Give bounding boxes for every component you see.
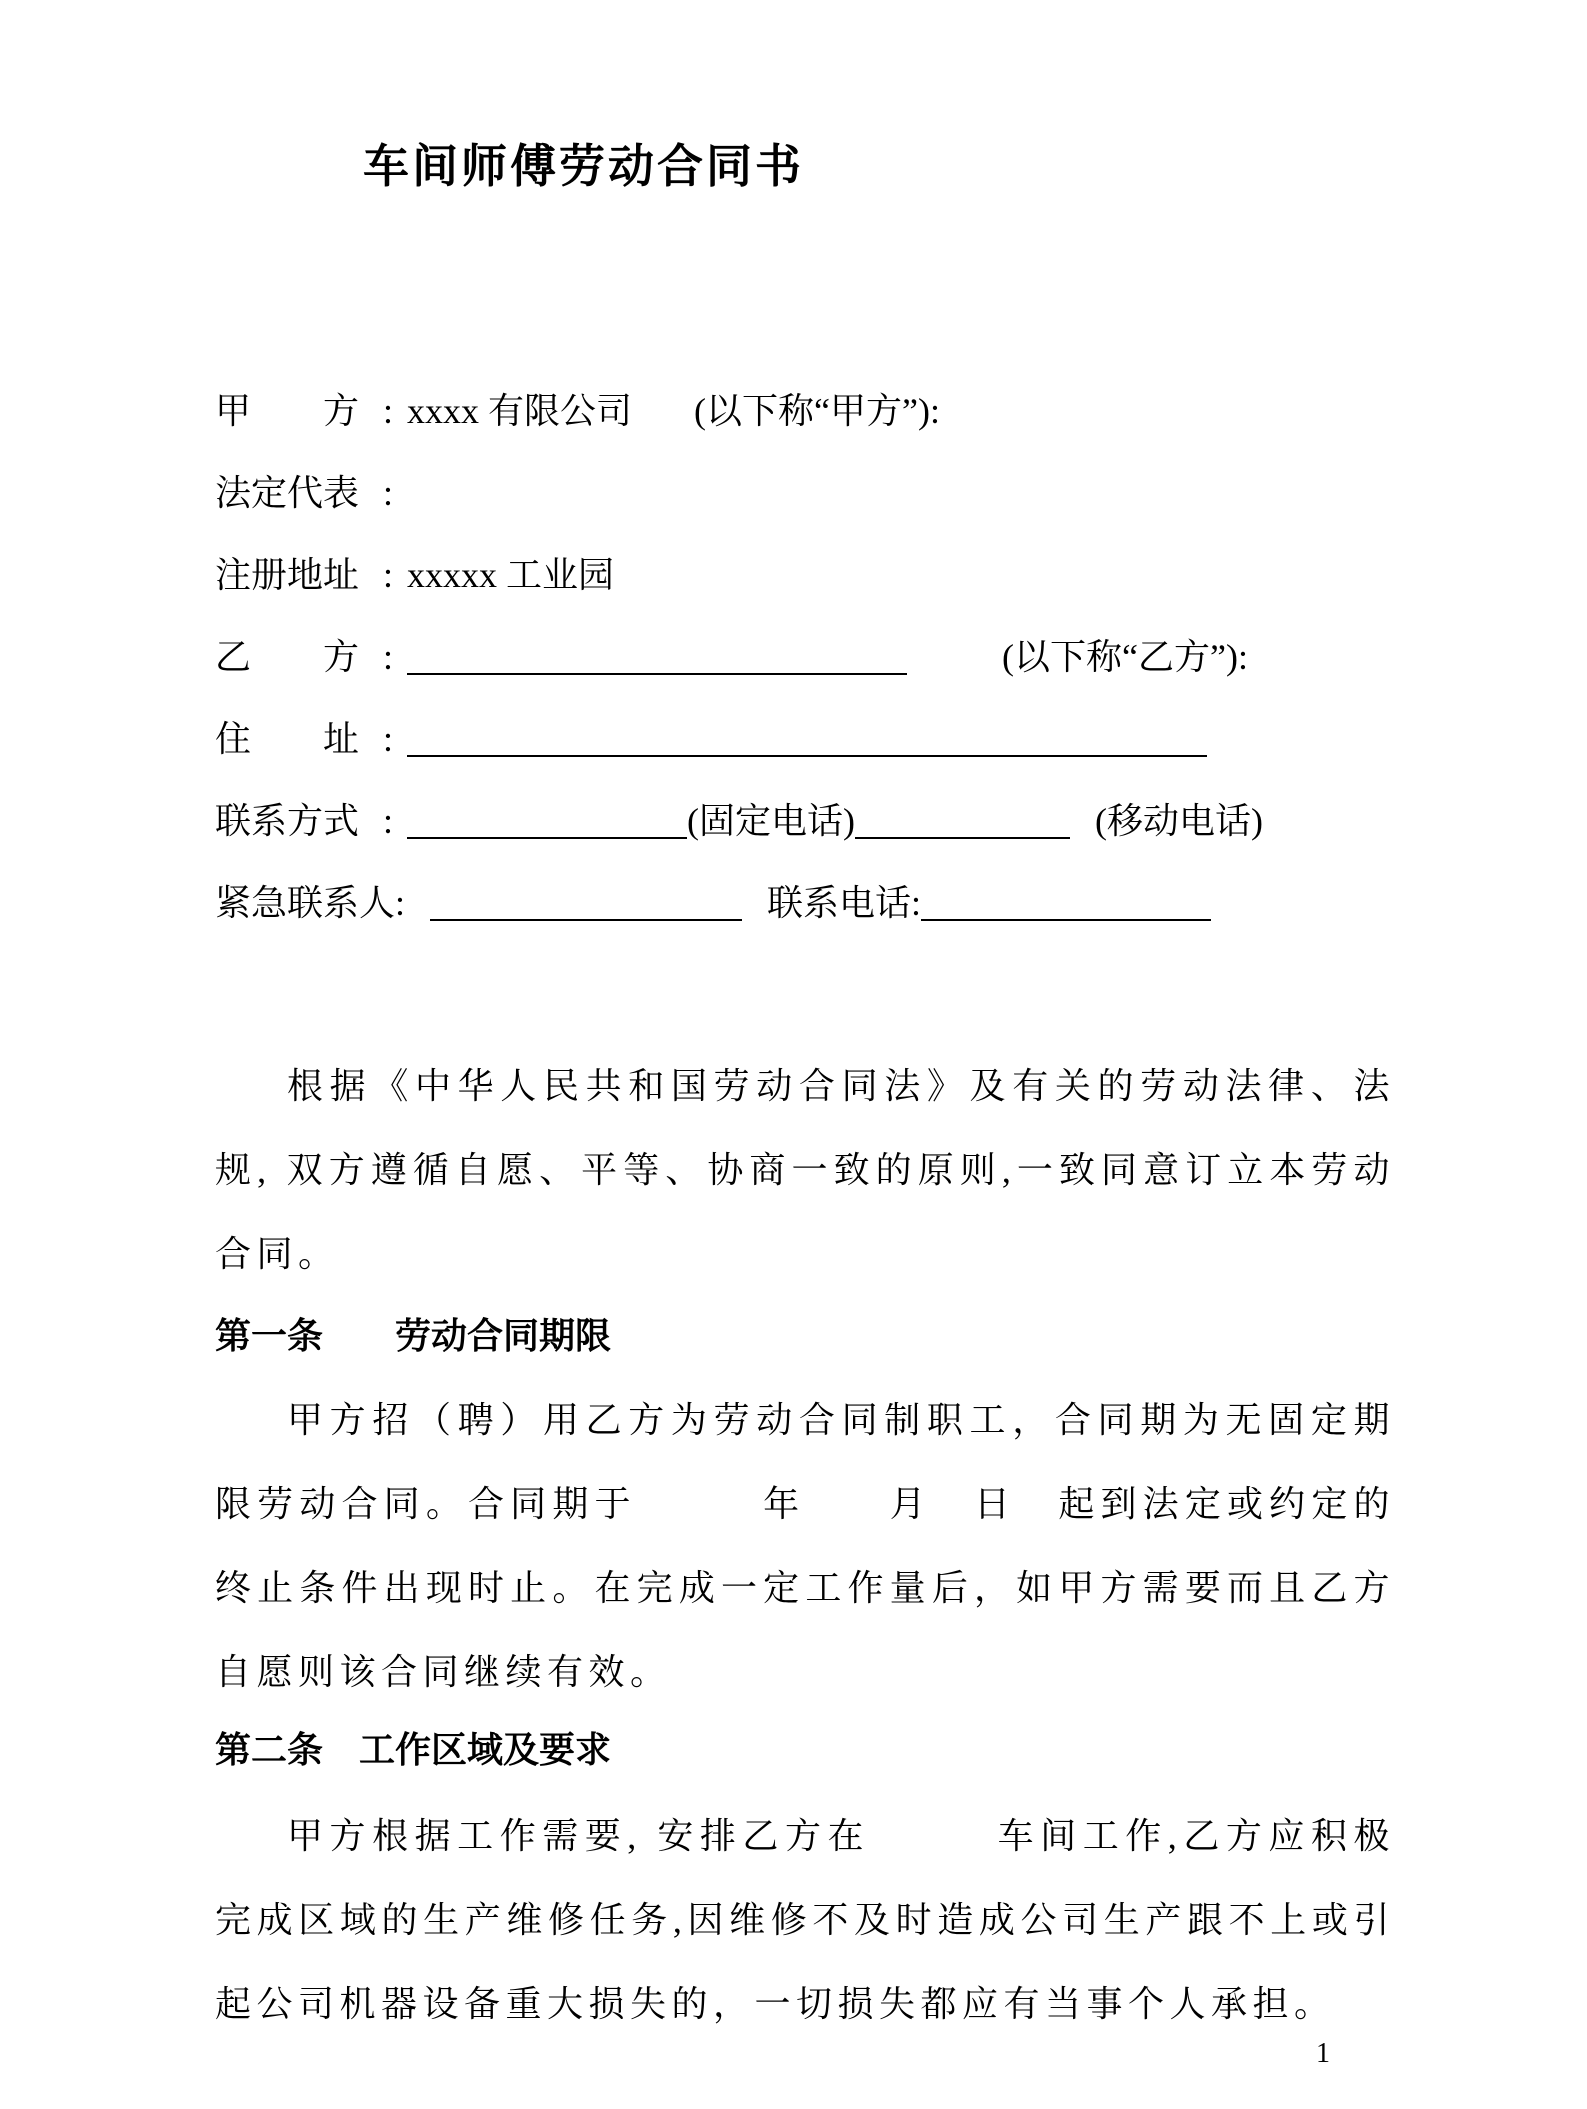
party-a-label: 甲 方 — [215, 391, 360, 431]
article-2-body: 甲方根据工作需要, 安排乙方在 车间工作,乙方应积极完成区域的生产维修任务,因维修不及时造成公司生产跟不上或引起公司机器设备重大损失的，一切损失都应有当事个人承担。 — [215, 1816, 1395, 2024]
address-line — [215, 698, 1415, 780]
article-1-body: 甲方招（聘）用乙方为劳动合同制职工，合同期为无固定期限劳动合同。合同期于 年 月 日 起到法定或约定的终止条件出现时止。在完成一定工作量后，如甲方需要而且乙方自愿则该合同继续有效。 — [215, 1400, 1395, 1692]
party-b-colon: : — [383, 637, 394, 677]
party-b-blank-line — [407, 637, 907, 675]
party-a-value: xxxx 有限公司 — [407, 391, 633, 431]
legal-rep-line — [215, 452, 1415, 534]
party-b-label: 乙 方 — [215, 637, 360, 677]
preamble-paragraph: 根据《中华人民共和国劳动合同法》及有关的劳动法律、法规, 双方遵循自愿、平等、协商一致的原则,一致同意订立本劳动合同。 — [215, 1066, 1395, 1274]
emergency-phone-label: 联系电话: — [767, 883, 922, 923]
fixed-phone-label: (固定电话) — [687, 801, 856, 841]
fixed-phone-blank-line — [407, 801, 687, 839]
party-b-line — [215, 616, 1415, 698]
party-a-line — [215, 370, 1415, 452]
party-info-block — [215, 370, 1415, 944]
emergency-contact-label: 紧急联系人: — [215, 883, 406, 923]
article-1-heading: 第一条 劳动合同期限 — [215, 1316, 612, 1356]
address-colon: : — [383, 719, 394, 759]
article-2-heading: 第二条 工作区域及要求 — [215, 1730, 612, 1770]
party-a-alias: (以下称“甲方”): — [694, 391, 940, 431]
registered-address-value: xxxxx 工业园 — [407, 555, 615, 595]
party-a-colon: : — [383, 391, 394, 431]
address-blank-line — [407, 719, 1207, 757]
contact-line — [215, 780, 1415, 862]
address-label: 住 址 — [215, 719, 360, 759]
contact-colon: : — [383, 801, 394, 841]
mobile-phone-blank-line — [855, 801, 1070, 839]
registered-address-colon: : — [383, 555, 394, 595]
mobile-phone-label: (移动电话) — [1095, 801, 1263, 841]
emergency-contact-line — [215, 862, 1415, 944]
document-title: 车间师傅劳动合同书 — [363, 141, 804, 192]
emergency-phone-blank-line — [921, 883, 1211, 921]
contact-label: 联系方式 — [215, 801, 360, 841]
page-number: 1 — [1316, 2038, 1330, 2069]
legal-rep-label: 法定代表 — [215, 473, 360, 513]
registered-address-label: 注册地址 — [215, 555, 360, 595]
emergency-contact-blank-line — [430, 883, 742, 921]
legal-rep-colon: : — [383, 473, 394, 513]
party-b-alias: (以下称“乙方”): — [1002, 637, 1248, 677]
registered-address-line — [215, 534, 1415, 616]
